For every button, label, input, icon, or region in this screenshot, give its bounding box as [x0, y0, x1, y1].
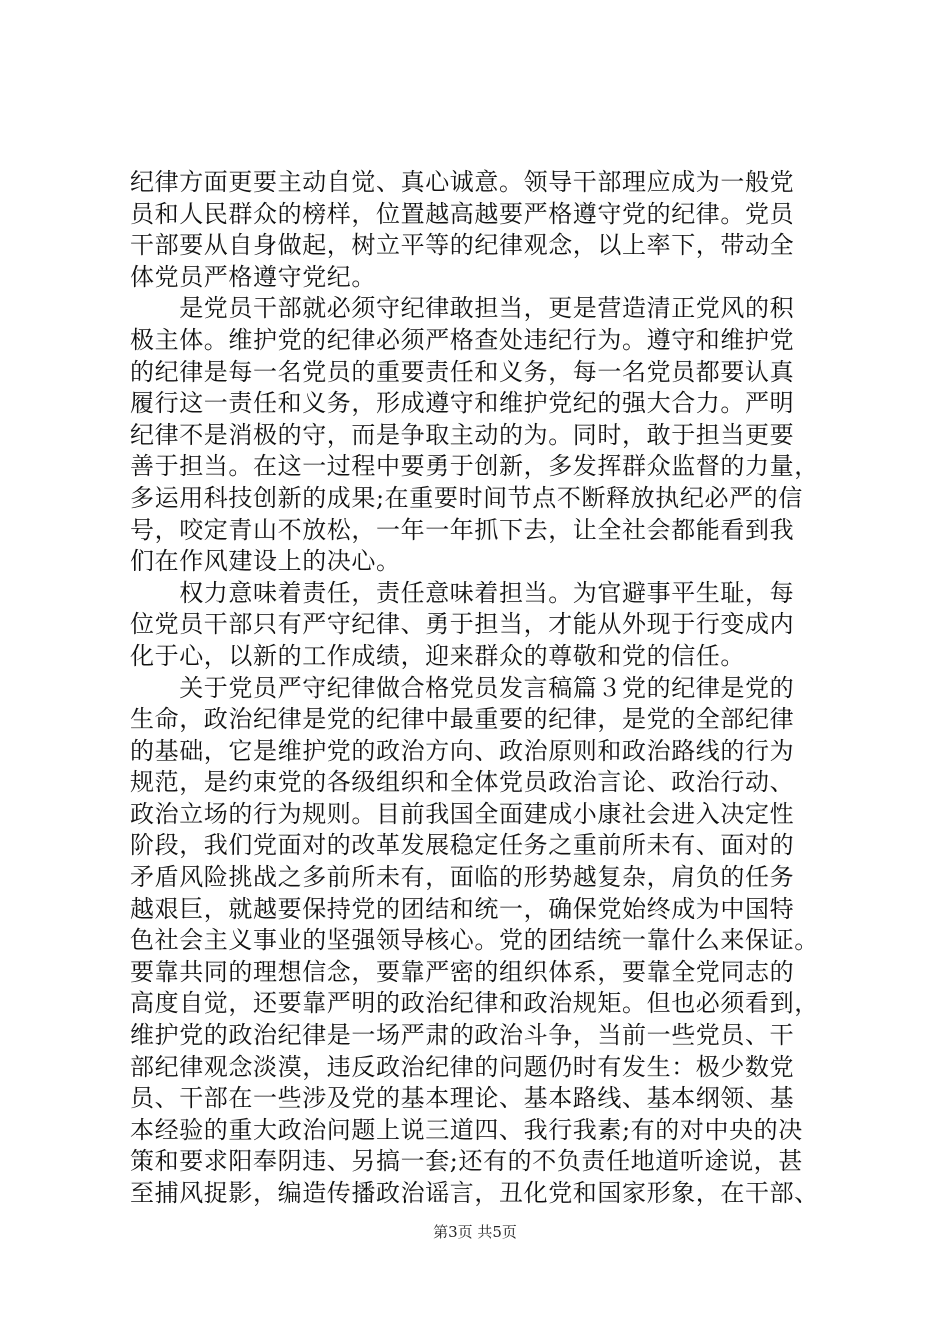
- text-line: 员和人民群众的榜样，位置越高越要严格遵守党的纪律。党员: [130, 199, 795, 228]
- text-line: 的纪律是每一名党员的重要责任和义务，每一名党员都要认真: [130, 357, 795, 386]
- text-line: 本经验的重大政治问题上说三道四、我行我素;有的对中央的决: [130, 1115, 803, 1144]
- text-line: 权力意味着责任，责任意味着担当。为官避事平生耻，每: [130, 578, 795, 607]
- text-line: 的基础，它是维护党的政治方向、政治原则和政治路线的行为: [130, 736, 795, 765]
- text-line: 极主体。维护党的纪律必须严格查处违纪行为。遵守和维护党: [130, 325, 795, 354]
- text-line: 化于心，以新的工作成绩，迎来群众的尊敬和党的信任。: [130, 641, 745, 670]
- body-text: [130, 167, 830, 1210]
- text-line: 至捕风捉影，编造传播政治谣言，丑化党和国家形象，在干部、: [130, 1179, 819, 1207]
- text-line: 多运用科技创新的成果;在重要时间节点不断释放执纪必严的信: [130, 483, 803, 512]
- text-line: 体党员严格遵守党纪。: [130, 262, 376, 291]
- text-line: 维护党的政治纪律是一场严肃的政治斗争，当前一些党员、干: [130, 1021, 795, 1050]
- text-line: 要靠共同的理想信念，要靠严密的组织体系，要靠全党同志的: [130, 957, 795, 986]
- text-line: 策和要求阳奉阴违、另搞一套;还有的不负责任地道听途说，甚: [130, 1147, 803, 1176]
- text-line: 位党员干部只有严守纪律、勇于担当，才能从外现于行变成内: [130, 610, 795, 639]
- text-line: 纪律不是消极的守，而是争取主动的为。同时，敢于担当更要: [130, 420, 795, 449]
- text-line: 履行这一责任和义务，形成遵守和维护党纪的强大合力。严明: [130, 389, 795, 418]
- text-line: 关于党员严守纪律做合格党员发言稿篇３党的纪律是党的: [130, 673, 795, 702]
- text-line: 干部要从自身做起，树立平等的纪律观念，以上率下，带动全: [130, 231, 795, 260]
- text-line: 高度自觉，还要靠严明的政治纪律和政治规矩。但也必须看到，: [130, 989, 819, 1018]
- text-line: 是党员干部就必须守纪律敢担当，更是营造清正党风的积: [130, 294, 795, 323]
- text-line: 部纪律观念淡漠，违反政治纪律的问题仍时有发生：极少数党: [130, 1052, 795, 1081]
- text-line: 纪律方面更要主动自觉、真心诚意。领导干部理应成为一般党: [130, 168, 795, 196]
- text-line: 号，咬定青山不放松，一年一年抓下去，让全社会都能看到我: [130, 515, 795, 544]
- text-line: 善于担当。在这一过程中要勇于创新，多发挥群众监督的力量，: [130, 452, 819, 481]
- text-line: 政治立场的行为规则。目前我国全面建成小康社会进入决定性: [130, 799, 795, 828]
- text-line: 生命，政治纪律是党的纪律中最重要的纪律，是党的全部纪律: [130, 705, 795, 734]
- page-footer: 第3页 共5页: [433, 1223, 517, 1241]
- text-line: 矛盾风险挑战之多前所未有，面临的形势越复杂，肩负的任务: [130, 863, 795, 892]
- text-line: 规范，是约束党的各级组织和全体党员政治言论、政治行动、: [130, 768, 795, 797]
- text-line: 越艰巨，就越要保持党的团结和统一，确保党始终成为中国特: [130, 894, 795, 923]
- text-line: 们在作风建设上的决心。: [130, 547, 401, 576]
- text-line: 员、干部在一些涉及党的基本理论、基本路线、基本纲领、基: [130, 1084, 795, 1113]
- text-line: 色社会主义事业的坚强领导核心。党的团结统一靠什么来保证。: [130, 926, 819, 955]
- text-line: 阶段，我们党面对的改革发展稳定任务之重前所未有、面对的: [130, 831, 795, 860]
